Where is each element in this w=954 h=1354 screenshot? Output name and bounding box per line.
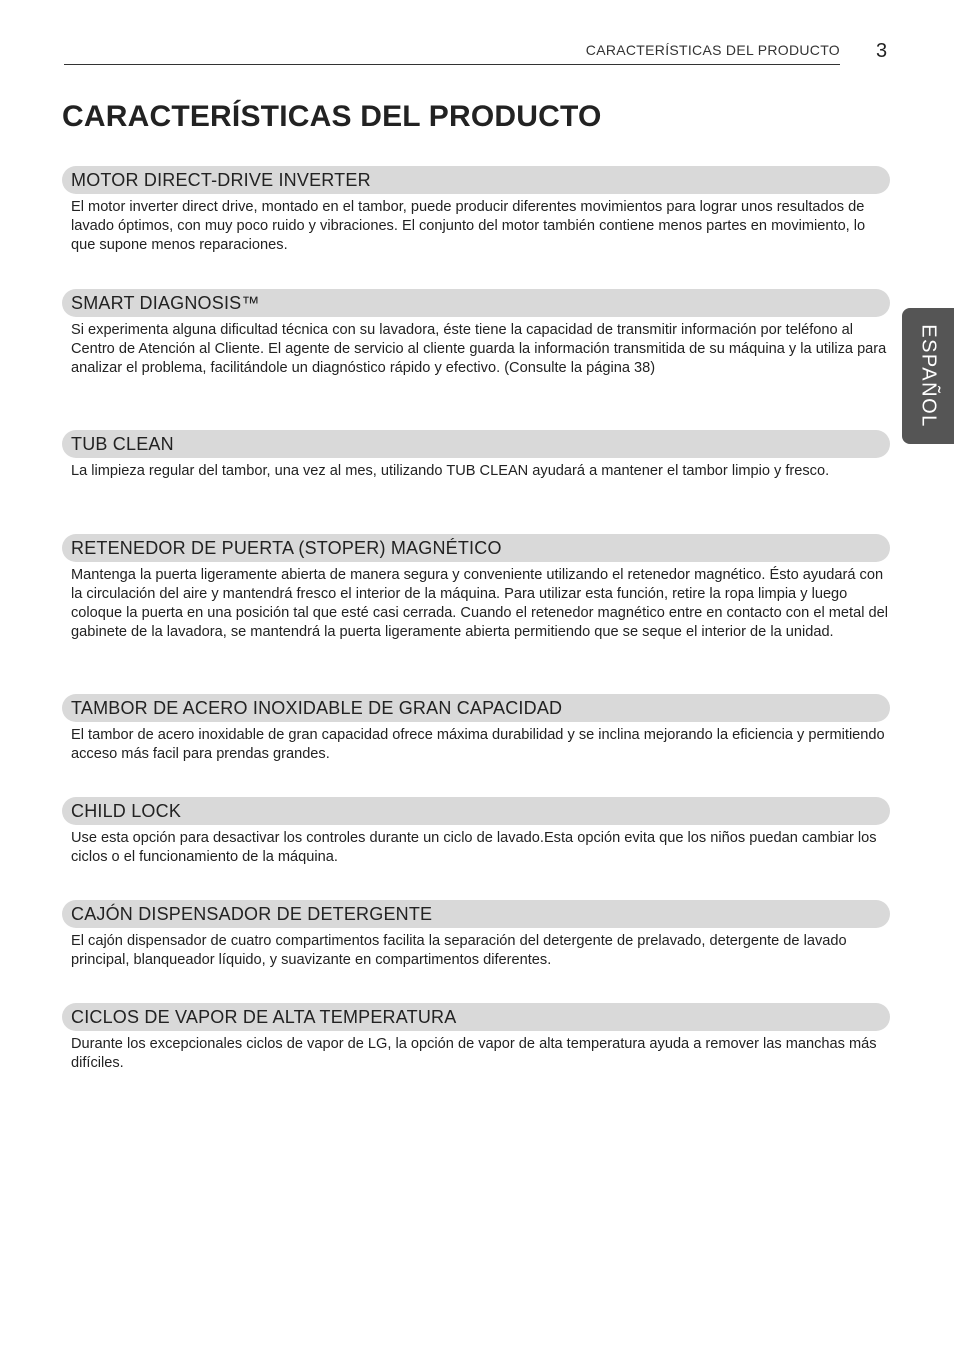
section-heading: CHILD LOCK [62,797,890,825]
section-text: El cajón dispensador de cuatro compartimentos facilita la separación del detergente de prelavado, detergente de lavado principal, blanqueador líquido, y suavizante en compartimentos diferentes. [71,933,847,968]
section-heading: TUB CLEAN [62,430,890,458]
section-text: La limpieza regular del tambor, una vez al mes, utilizando TUB CLEAN ayudará a mantener el tambor limpio y fresco. [71,463,830,479]
section-heading: SMART DIAGNOSIS™ [62,289,890,317]
feature-section-stainless-drum [62,694,890,764]
section-heading: CAJÓN DISPENSADOR DE DETERGENTE [62,900,890,928]
feature-section-steam-cycles [62,1003,890,1073]
section-text: Mantenga la puerta ligeramente abierta de manera segura y conveniente utilizando el retenedor magnético. Ésto ayudará con la circulación del aire y mantendrá fresco el interior de la máquina. Para utilizar esta función, retire la ropa limpia y luego coloque la puerta en una posición tal que esté casi cerrada. Cuando el retenedor magnético entre en contacto con el metal del gabinete de la lavadora, se mantendrá la puerta ligeramente abierta permitiendo que se seque el interior de la unidad. [71,567,888,640]
page-number: 3 [876,40,888,62]
language-tab-label: ESPAÑOL [917,324,940,428]
section-heading: CICLOS DE VAPOR DE ALTA TEMPERATURA [62,1003,890,1031]
section-text: Use esta opción para desactivar los controles durante un ciclo de lavado.Esta opción evita que los niños puedan cambiar los ciclos o el funcionamiento de la máquina. [71,830,877,865]
section-heading: RETENEDOR DE PUERTA (STOPER) MAGNÉTICO [62,534,890,562]
running-title: CARACTERÍSTICAS DEL PRODUCTO [585,42,840,58]
section-heading: MOTOR DIRECT-DRIVE INVERTER [62,166,890,194]
section-text: Si experimenta alguna dificultad técnica con su lavadora, éste tiene la capacidad de transmitir información por teléfono al Centro de Atención al Cliente. El agente de servicio al cliente guarda la información transmitida de su máquina y la utiliza para analizar el problema, facilitándole un diagnóstico rápido y efectivo. (Consulte la página 38) [71,322,887,376]
section-text: El motor inverter direct drive, montado en el tambor, puede producir diferentes movimientos para lograr unos resultados de lavado óptimos, con muy poco ruido y vibraciones. El conjunto del motor también contiene menos partes en movimiento, lo que supone menos reparaciones. [71,199,866,253]
page-title: CARACTERÍSTICAS DEL PRODUCTO [62,100,602,133]
feature-section-child-lock [62,797,890,867]
feature-section-smart-diagnosis [62,289,890,378]
page-header [64,38,840,65]
feature-section-door-stopper [62,534,890,642]
feature-section-tub-clean [62,430,890,481]
section-heading: TAMBOR DE ACERO INOXIDABLE DE GRAN CAPACIDAD [62,694,890,722]
feature-section-motor [62,166,890,255]
feature-section-detergent-drawer [62,900,890,970]
section-text: Durante los excepcionales ciclos de vapor de LG, la opción de vapor de alta temperatura ayuda a remover las manchas más difíciles. [71,1036,877,1071]
language-tab [902,308,954,444]
section-text: El tambor de acero inoxidable de gran capacidad ofrece máxima durabilidad y se inclina mejorando la eficiencia y permitiendo acceso más facil para prendas grandes. [71,727,885,762]
